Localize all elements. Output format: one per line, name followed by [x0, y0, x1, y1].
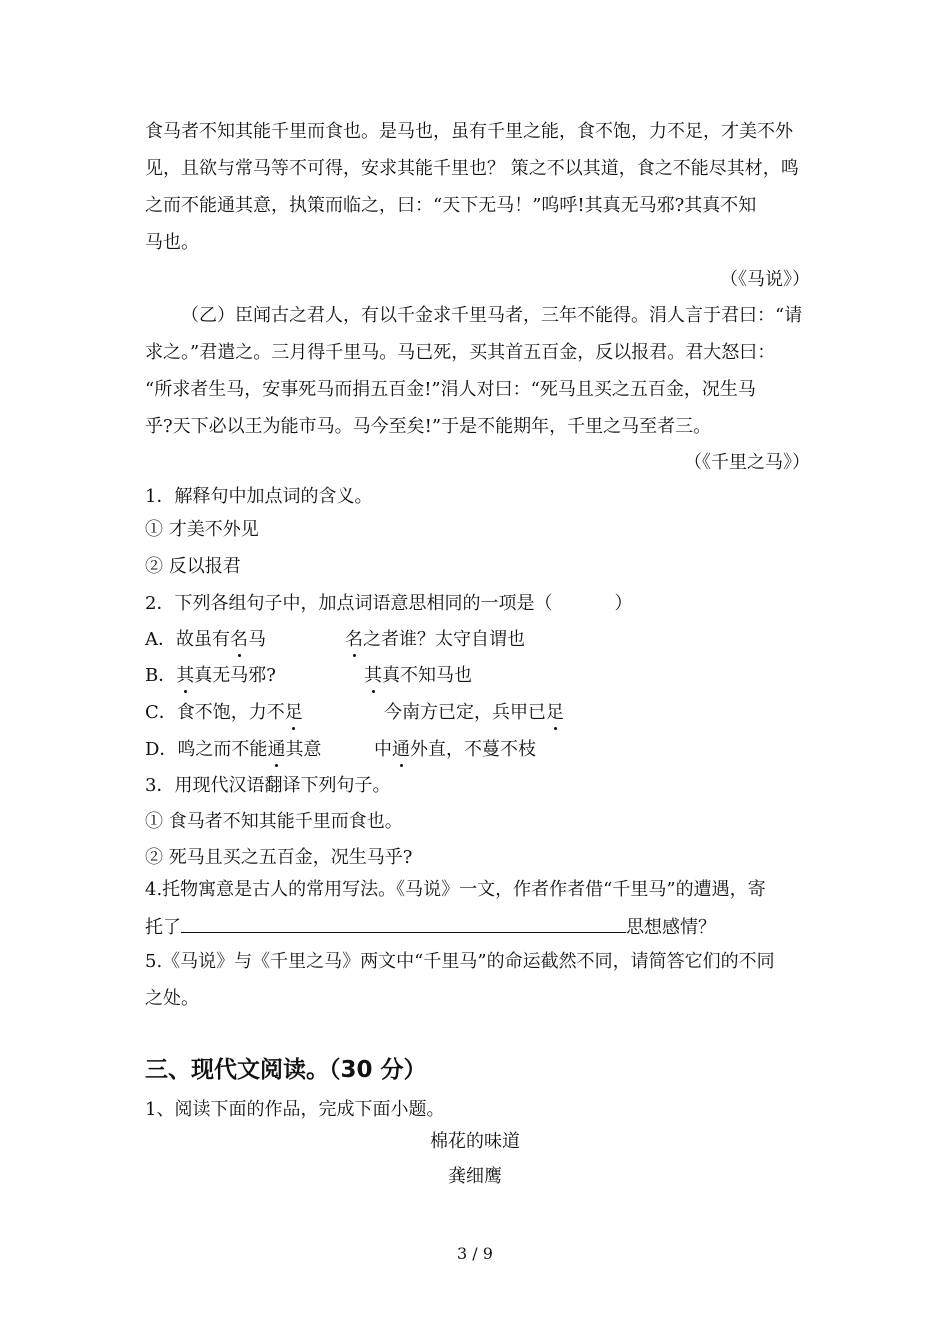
q2-stem: [145, 592, 810, 616]
q2-b-left-post: 真无马邪?: [194, 665, 276, 686]
q1-item-1-text: ① 才美不外: [145, 519, 241, 540]
passage-yi-line-3: “所求者生马，安事死马而捐五百金!”涓人对曰：“死马且买之五百金，况生马: [145, 379, 756, 400]
q5-line-1: 5.《马说》与《千里之马》两文中“千里马”的命运截然不同，请简答它们的不同: [145, 951, 775, 972]
q1-item-2-text: 以报君: [186, 556, 241, 577]
q2-b-right: [364, 664, 472, 688]
q2-a-right: [345, 628, 525, 652]
passage-jia-line-2: 见，且欲与常马等不可得，安求其能千里也？ 策之不以其道，食之不能尽其材，鸣: [145, 158, 799, 179]
dotted-word: 足: [284, 702, 303, 723]
dotted-word: 其: [364, 665, 382, 686]
q3-item-1: ① 食马者不知其能千里而食也。: [145, 811, 403, 832]
dotted-word: 足: [546, 702, 564, 723]
dotted-word: 名: [345, 629, 363, 650]
q2-d-right-pre: 中: [374, 739, 392, 760]
q4-line-1: 4.托物寓意是古人的常用写法。《马说》一文，作者作者借“千里马”的遭遇，寄: [145, 879, 766, 900]
q3-stem: 3．用现代汉语翻译下列句子。: [145, 775, 391, 796]
q1-item-1: [145, 518, 810, 542]
q2-option-a: [145, 628, 810, 652]
q2-option-c: [145, 701, 810, 725]
passage-jia-line-3: 之而不能通其意，执策而临之，曰：“天下无马！”呜呼!其真无马邪?其真不知: [145, 195, 757, 216]
dotted-word: 反: [168, 556, 187, 577]
q1-item-2: [145, 555, 810, 579]
q2-d-left-post: 其意: [285, 739, 322, 760]
q2-a-right-post: 之者谁？太守自谓也: [363, 629, 525, 650]
passage-yi-line-1: （乙）臣闻古之君人，有以千金求千里马者，三年不能得。涓人言于君曰：“请: [181, 305, 803, 326]
dotted-word: 名: [230, 629, 248, 650]
passage-yi-source: （《千里之马》）: [684, 452, 810, 473]
dotted-word: 通: [392, 739, 410, 760]
q2-c-right: [384, 701, 564, 725]
q2-option-d: [145, 738, 810, 762]
passage-yi-line-4: 乎?天下必以王为能市马。马今至矣!”于是不能期年，千里之马至者三。: [145, 416, 712, 437]
q2-b-left-pre: B．: [145, 665, 177, 686]
answer-blank-line[interactable]: [181, 914, 626, 933]
dotted-word: 通: [267, 739, 286, 760]
q2-a-left-pre: A．故虽有: [145, 629, 230, 650]
passage-jia-line-1: 食马者不知其能千里而食也。是马也，虽有千里之能，食不饱，力不足，才美不外: [145, 121, 793, 142]
q2-c-left-pre: C．食不饱，力不: [145, 702, 285, 723]
q2-d-right: [374, 738, 536, 762]
passage-jia-source: （《马说》）: [720, 269, 810, 290]
article-title: 棉花的味道: [430, 1131, 520, 1152]
q1-item-2-prefix: ②: [145, 556, 169, 577]
q3-item-2: ② 死马且买之五百金，况生马乎?: [145, 847, 413, 868]
q2-option-b: [145, 664, 810, 688]
q2-a-left-post: 马: [248, 629, 266, 650]
passage-yi-line-2: 求之。”君遣之。三月得千里马。马已死，买其首五百金，反以报君。君大怒曰：: [145, 342, 776, 363]
q4-line-2-pre: 托了: [145, 917, 181, 938]
q4-line-2: [145, 914, 810, 940]
q2-d-right-post: 外直，不蔓不枝: [410, 739, 536, 760]
dotted-word: 见: [240, 519, 259, 540]
passage-jia-line-4: 马也。: [145, 232, 199, 253]
q2-stem-close: ）: [614, 593, 633, 614]
dotted-word: 其: [176, 665, 195, 686]
page-number: 3 / 9: [457, 1244, 493, 1263]
q1-stem: 1．解释句中加点词的含义。: [145, 486, 373, 507]
article-author: 龚细鹰: [448, 1166, 502, 1187]
q2-c-right-pre: 今南方已定，兵甲已: [384, 702, 546, 723]
section-instruction: 1、阅读下面的作品，完成下面小题。: [145, 1099, 445, 1120]
q2-stem-text: 2．下列各组句子中，加点词语意思相同的一项是（: [145, 593, 553, 614]
q4-line-2-post: 思想感情？: [626, 917, 716, 938]
q2-d-left-pre: D．鸣之而不能: [145, 739, 268, 760]
q5-line-2: 之处。: [145, 988, 199, 1009]
q2-b-right-post: 真不知马也: [382, 665, 472, 686]
section-heading: 三、现代文阅读。（30 分）: [145, 1057, 427, 1083]
